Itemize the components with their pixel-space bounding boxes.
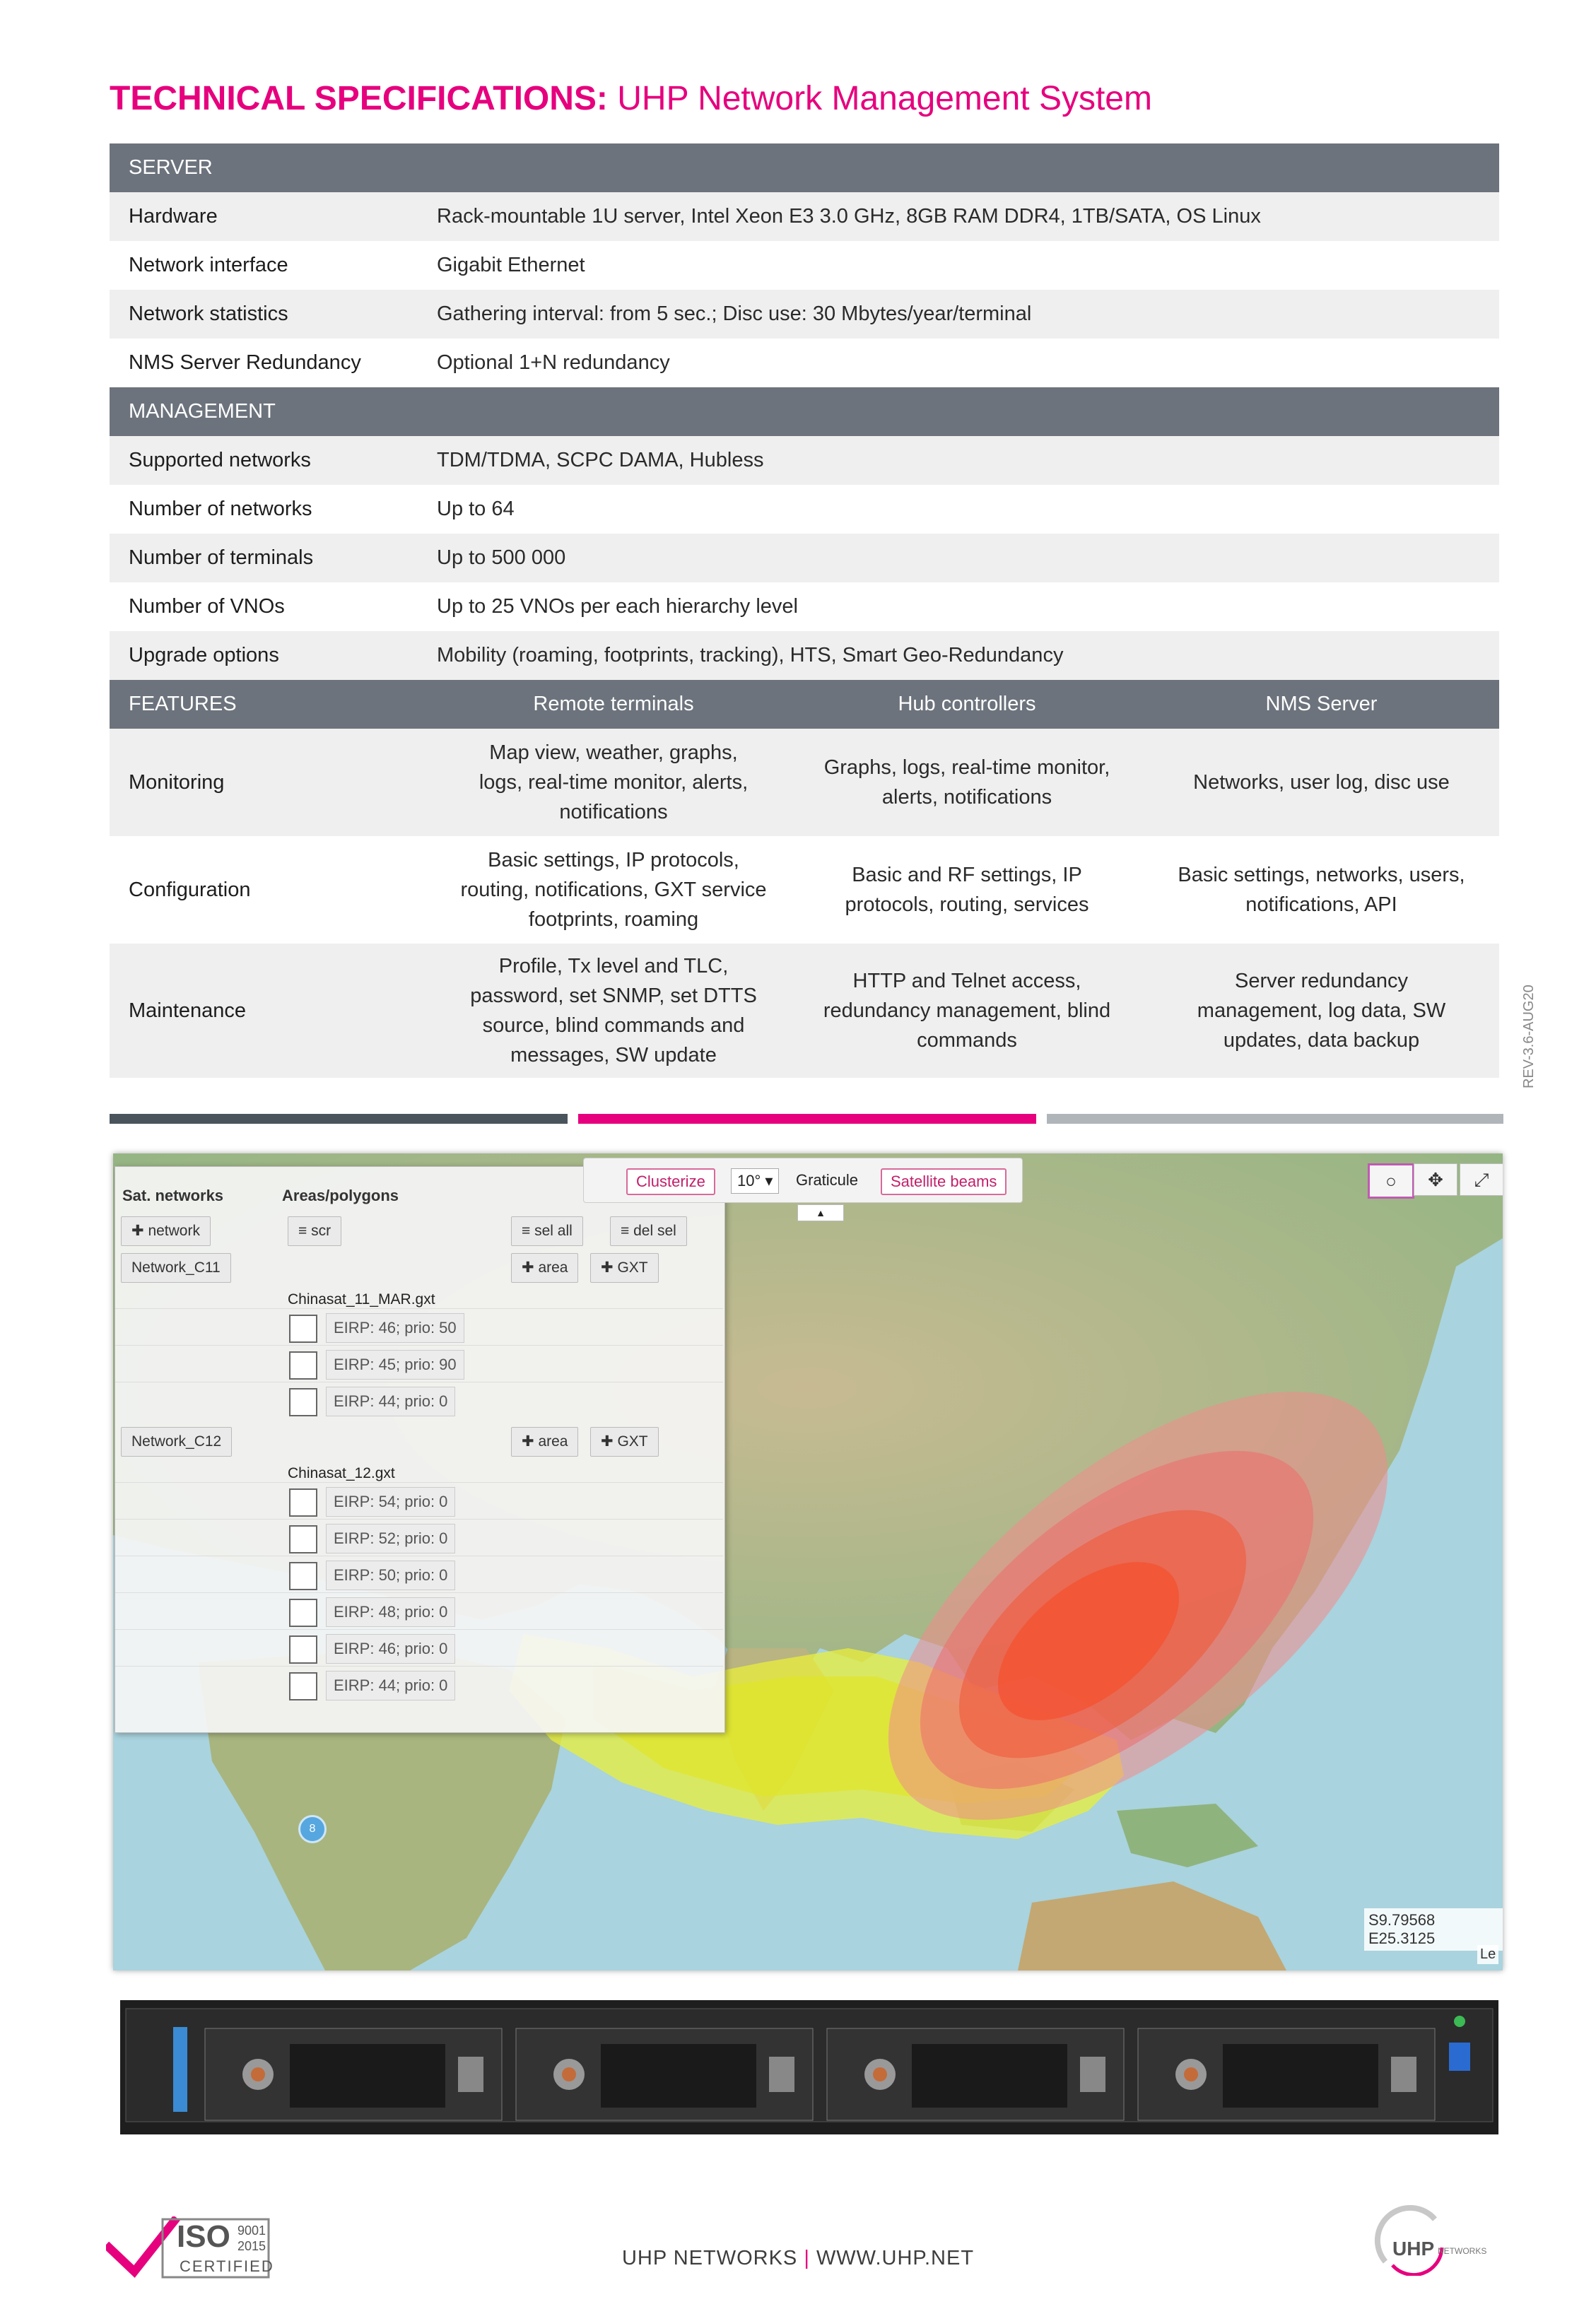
features-cell: Basic settings, networks, users, notifications, API [1178, 864, 1465, 916]
spec-row [110, 631, 1499, 680]
beam-checkbox[interactable] [289, 1635, 317, 1664]
del-sel-label: del sel [633, 1223, 676, 1239]
features-column-header: NMS Server [1144, 680, 1499, 729]
list-item [115, 1308, 723, 1346]
list-icon: ≡ [522, 1223, 535, 1239]
network-c12-button[interactable]: Network_C12 [121, 1427, 232, 1457]
features-cell: Basic and RF settings, IP protocols, routing, services [845, 864, 1089, 916]
rack-server-image [120, 2000, 1498, 2134]
features-cell: Networks, user log, disc use [1144, 729, 1499, 836]
row-value: Gathering interval: from 5 sec.; Disc use: 30 Mbytes/year/terminal [437, 290, 1499, 339]
row-value: Up to 64 [437, 498, 515, 520]
list-item [115, 1345, 723, 1382]
add-network-label: network [148, 1223, 200, 1239]
beam-label: EIRP: 48; prio: 0 [326, 1597, 455, 1627]
spec-row [110, 290, 1499, 339]
section-header-server [110, 143, 1499, 192]
beam-checkbox[interactable] [289, 1488, 317, 1517]
col-header-areas: Areas/polygons [282, 1187, 399, 1204]
sel-all-label: sel all [534, 1223, 573, 1239]
plus-icon: ✚ [522, 1259, 539, 1276]
spec-row [110, 582, 1499, 631]
plus-icon: ✚ [601, 1433, 618, 1450]
row-label: Number of terminals [110, 534, 437, 582]
row-value: Mobility (roaming, footprints, tracking), HTS, Smart Geo-Redundancy [437, 631, 1499, 680]
scr-label: scr [311, 1223, 331, 1239]
map-toolbar [583, 1158, 1023, 1203]
row-value: Optional 1+N redundancy [437, 351, 670, 374]
graticule-toggle[interactable]: Graticule [796, 1171, 859, 1189]
spec-row [110, 485, 1499, 534]
select-all-button[interactable] [511, 1216, 583, 1246]
revision-label: REV-3.6-AUG20 [1521, 985, 1537, 1088]
page-title [110, 79, 1152, 118]
features-cell: Map view, weather, graphs, logs, real-time monitor, alerts, notifications [437, 729, 790, 836]
beam-checkbox[interactable] [289, 1351, 317, 1380]
iso-certified: CERTIFIED [180, 2257, 274, 2275]
row-label: Maintenance [110, 944, 437, 1078]
beam-label: EIRP: 44; prio: 0 [326, 1387, 455, 1416]
add-area-button[interactable] [511, 1427, 578, 1457]
features-cell: Basic settings, IP protocols, routing, notifications, GXT service footprints, roaming [460, 849, 767, 931]
footer-separator: | [804, 2247, 810, 2269]
row-value: TDM/TDMA, SCPC DAMA, Hubless [437, 436, 1499, 485]
features-row [110, 836, 1499, 944]
section-header-features [110, 680, 1499, 729]
spec-row [110, 192, 1499, 241]
list-item [115, 1519, 723, 1556]
footer-company: UHP NETWORKS [621, 2247, 798, 2269]
list-item [115, 1482, 723, 1520]
coordinate-readout: S9.79568 E25.3125 [1364, 1908, 1503, 1951]
spec-row [110, 241, 1499, 290]
satellite-beams-button[interactable]: Satellite beams [881, 1168, 1007, 1195]
collapse-toolbar-button[interactable] [797, 1204, 844, 1221]
list-item [115, 1592, 723, 1630]
plus-icon: ✚ [601, 1259, 618, 1276]
scr-button[interactable] [288, 1216, 341, 1246]
clusterize-button[interactable]: Clusterize [626, 1168, 715, 1195]
divider-bar-accent [578, 1114, 1036, 1124]
row-label: Network statistics [110, 290, 437, 339]
row-label: Supported networks [110, 436, 437, 485]
chevron-up-icon: ▲ [816, 1207, 826, 1218]
add-network-button[interactable] [121, 1216, 211, 1246]
row-label: Network interface [129, 254, 288, 276]
satellite-beam-map[interactable] [113, 1153, 1503, 1970]
row-label: Hardware [110, 192, 437, 241]
area-label: area [538, 1259, 568, 1276]
spec-row [110, 339, 1499, 387]
beam-checkbox[interactable] [289, 1525, 317, 1553]
title-rest: UHP Network Management System [617, 80, 1152, 117]
col-header-sat-networks: Sat. networks [122, 1187, 224, 1204]
row-value: Up to 25 VNOs per each hierarchy level [437, 595, 798, 618]
list-item [115, 1629, 723, 1667]
features-row [110, 729, 1499, 836]
chevron-down-icon: ▾ [765, 1172, 773, 1189]
beam-label: EIRP: 45; prio: 90 [326, 1350, 464, 1380]
row-label: NMS Server Redundancy [129, 351, 361, 374]
spec-row [110, 436, 1499, 485]
list-icon: ≡ [621, 1223, 634, 1239]
section-header-label: SERVER [110, 143, 1499, 192]
gxt-file-name: Chinasat_12.gxt [288, 1465, 395, 1481]
beam-label: EIRP: 50; prio: 0 [326, 1561, 455, 1590]
beam-checkbox[interactable] [289, 1315, 317, 1343]
networks-panel [115, 1166, 725, 1733]
power-led [1454, 2016, 1465, 2027]
section-header-label: MANAGEMENT [110, 387, 1499, 436]
spec-row [110, 534, 1499, 582]
footer [0, 2247, 1596, 2270]
leaflet-attribution[interactable]: Le [1477, 1945, 1498, 1964]
list-item [115, 1556, 723, 1593]
row-value: Gigabit Ethernet [437, 254, 585, 276]
circle-icon[interactable]: ○ [1368, 1163, 1414, 1199]
list-item [115, 1666, 723, 1703]
features-column-header: Remote terminals [437, 680, 790, 729]
expand-icon[interactable]: ⤢ [1460, 1163, 1503, 1196]
usb-port [1449, 2043, 1470, 2071]
beam-checkbox[interactable] [289, 1672, 317, 1700]
spec-table [110, 143, 1499, 1078]
bezel-accent [173, 2027, 187, 2112]
title-bold: TECHNICAL SPECIFICATIONS: [110, 80, 608, 117]
zoom-select[interactable] [731, 1168, 779, 1194]
features-cell: HTTP and Telnet access, redundancy management, blind commands [790, 944, 1144, 1078]
gxt-label: GXT [617, 1259, 648, 1276]
move-icon[interactable]: ✥ [1414, 1163, 1457, 1196]
row-value: Up to 500 000 [437, 534, 1499, 582]
divider-bar-dark [110, 1114, 568, 1124]
delete-selected-button[interactable] [610, 1216, 687, 1246]
section-header-management [110, 387, 1499, 436]
plus-icon: ✚ [131, 1223, 148, 1239]
features-column-header: Hub controllers [790, 680, 1144, 729]
iso-text: ISO [177, 2219, 230, 2254]
row-label: Configuration [129, 879, 251, 901]
logo-text: UHP [1392, 2238, 1435, 2260]
beam-label: EIRP: 46; prio: 0 [326, 1634, 455, 1664]
list-item [115, 1382, 723, 1419]
row-label: Upgrade options [110, 631, 437, 680]
zoom-select-value: 10° [737, 1172, 761, 1189]
features-cell: Server redundancy management, log data, SW updates, data backup [1144, 944, 1499, 1078]
uhp-networks-logo [1364, 2205, 1506, 2276]
iso-year: 2015 [237, 2239, 266, 2253]
gxt-label: GXT [617, 1433, 648, 1450]
cluster-marker[interactable]: 8 [298, 1815, 327, 1843]
features-row [110, 944, 1499, 1078]
area-label: area [538, 1433, 568, 1450]
row-label: Number of VNOs [129, 595, 285, 618]
row-value: Rack-mountable 1U server, Intel Xeon E3 3.0 GHz, 8GB RAM DDR4, 1TB/SATA, OS Linux [437, 192, 1499, 241]
logo-swirl-icon [1364, 2205, 1506, 2276]
add-gxt-button[interactable] [590, 1253, 659, 1283]
gxt-file-name: Chinasat_11_MAR.gxt [288, 1291, 435, 1308]
logo-subtext: NETWORKS [1438, 2246, 1487, 2256]
features-cell: Graphs, logs, real-time monitor, alerts, notifications [790, 729, 1144, 836]
divider-bar-grey [1047, 1114, 1503, 1124]
row-label: Monitoring [110, 729, 437, 836]
beam-label: EIRP: 54; prio: 0 [326, 1487, 455, 1517]
row-label: Number of networks [129, 498, 312, 520]
beam-checkbox[interactable] [289, 1599, 317, 1627]
iso-standard: 9001 [237, 2223, 266, 2238]
beam-label: EIRP: 44; prio: 0 [326, 1671, 455, 1700]
add-gxt-button[interactable] [590, 1427, 659, 1457]
footer-website[interactable]: WWW.UHP.NET [816, 2247, 975, 2269]
features-cell: Profile, Tx level and TLC, password, set SNMP, set DTTS source, blind commands and messages, SW update [437, 944, 790, 1078]
beam-checkbox[interactable] [289, 1388, 317, 1416]
network-c11-button[interactable]: Network_C11 [121, 1253, 231, 1283]
add-area-button[interactable] [511, 1253, 578, 1283]
beam-label: EIRP: 46; prio: 50 [326, 1313, 464, 1343]
beam-checkbox[interactable] [289, 1562, 317, 1590]
section-header-label: FEATURES [110, 680, 437, 729]
list-icon: ≡ [298, 1223, 312, 1239]
plus-icon: ✚ [522, 1433, 539, 1450]
beam-label: EIRP: 52; prio: 0 [326, 1524, 455, 1553]
